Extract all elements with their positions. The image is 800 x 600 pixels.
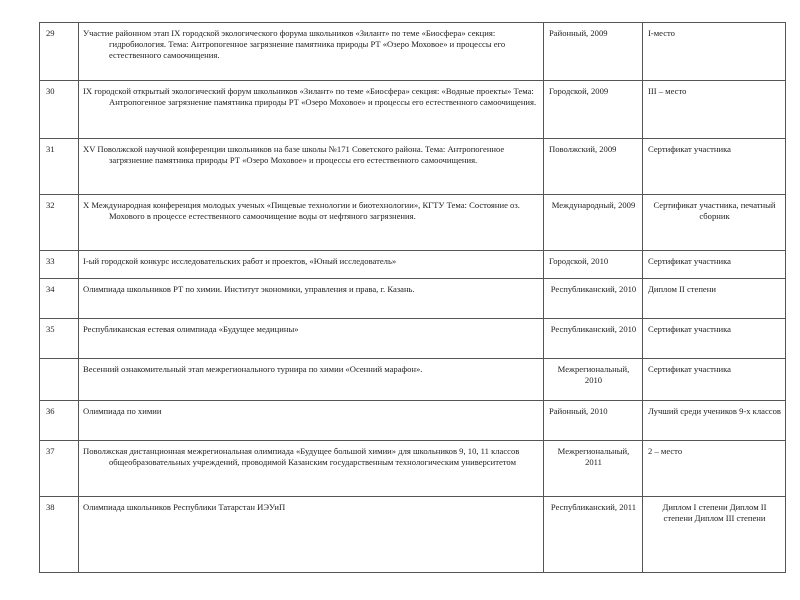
table-row: [40, 81, 786, 139]
event-result: Сертификат участника: [643, 139, 786, 195]
table-row: [40, 401, 786, 441]
document-page: [39, 22, 785, 575]
row-number: 36: [40, 401, 79, 441]
table-row: [40, 359, 786, 401]
row-number: 33: [40, 251, 79, 279]
event-level: Районный, 2009: [544, 23, 643, 81]
table-row: [40, 195, 786, 251]
table-row: [40, 139, 786, 195]
event-description: Участие районном этап IX городской экологического форума школьников «Зилант» по теме «Биосфера» секция: гидробиология. Тема: Антропогенное загрязнение памятника природы РТ «Озеро Моховое» и процессы его естественного самоочищения.: [79, 23, 544, 81]
row-number: 31: [40, 139, 79, 195]
achievements-table: [39, 22, 786, 573]
event-description: Весенний ознакомительный этап межрегионального турнира по химии «Осенний марафон».: [79, 359, 544, 401]
event-result: I-место: [643, 23, 786, 81]
event-result: Сертификат участника, печатный сборник: [643, 195, 786, 251]
event-description: IX городской открытый экологический форум школьников «Зилант» по теме «Биосфера» секция: «Водные проекты» Тема: Антропогенное загрязнение памятника природы РТ «Озеро Моховое» и процессы его естественного самоочищения.: [79, 81, 544, 139]
event-result: III – место: [643, 81, 786, 139]
event-level: Межрегиональный, 2010: [544, 359, 643, 401]
row-number: 29: [40, 23, 79, 81]
event-result: Сертификат участника: [643, 251, 786, 279]
event-level: Международный, 2009: [544, 195, 643, 251]
event-description: Поволжская дистанционная межрегиональная олимпиада «Будущее большой химии» для школьников 9, 10, 11 классов общеобразовательных учреждений, проводимой Казанским государственным технологическим университетом: [79, 441, 544, 497]
table-row: [40, 279, 786, 319]
event-description: X Международная конференция молодых ученых «Пищевые технологии и биотехнологии», КГТУ Тема: Состояние оз. Мохового в процессе естественного самоочищение воды от нефтяного загрязнения.: [79, 195, 544, 251]
event-level: Районный, 2010: [544, 401, 643, 441]
event-result: Лучший среди учеников 9-х классов: [643, 401, 786, 441]
event-description: Республиканская естевая олимпиада «Будущее медицины»: [79, 319, 544, 359]
event-description: I-ый городской конкурс исследовательских работ и проектов, «Юный исследователь»: [79, 251, 544, 279]
row-number: [40, 359, 79, 401]
row-number: 32: [40, 195, 79, 251]
row-number: 35: [40, 319, 79, 359]
event-result: 2 – место: [643, 441, 786, 497]
event-level: Республиканский, 2010: [544, 319, 643, 359]
table-row: [40, 497, 786, 573]
row-number: 38: [40, 497, 79, 573]
event-description: Олимпиада школьников Республики Татарстан ИЭУиП: [79, 497, 544, 573]
event-description: XV Поволжской научной конференции школьников на базе школы №171 Советского района. Тема: Антропогенное загрязнение памятника природы РТ «Озеро Моховое» и процессы его естественного самоочищения.: [79, 139, 544, 195]
row-number: 34: [40, 279, 79, 319]
table-row: [40, 441, 786, 497]
event-level: Межрегиональный, 2011: [544, 441, 643, 497]
event-result: Сертификат участника: [643, 319, 786, 359]
event-description: Олимпиада по химии: [79, 401, 544, 441]
table-row: [40, 23, 786, 81]
row-number: 30: [40, 81, 79, 139]
table-row: [40, 251, 786, 279]
event-level: Республиканский, 2011: [544, 497, 643, 573]
event-level: Городской, 2010: [544, 251, 643, 279]
event-result: Диплом II степени: [643, 279, 786, 319]
row-number: 37: [40, 441, 79, 497]
event-result: Сертификат участника: [643, 359, 786, 401]
event-result: Диплом I степени Диплом II степени Диплом III степени: [643, 497, 786, 573]
table-row: [40, 319, 786, 359]
event-level: Республиканский, 2010: [544, 279, 643, 319]
event-level: Городской, 2009: [544, 81, 643, 139]
event-level: Поволжский, 2009: [544, 139, 643, 195]
event-description: Олимпиада школьников РТ по химии. Институт экономики, управления и права, г. Казань.: [79, 279, 544, 319]
